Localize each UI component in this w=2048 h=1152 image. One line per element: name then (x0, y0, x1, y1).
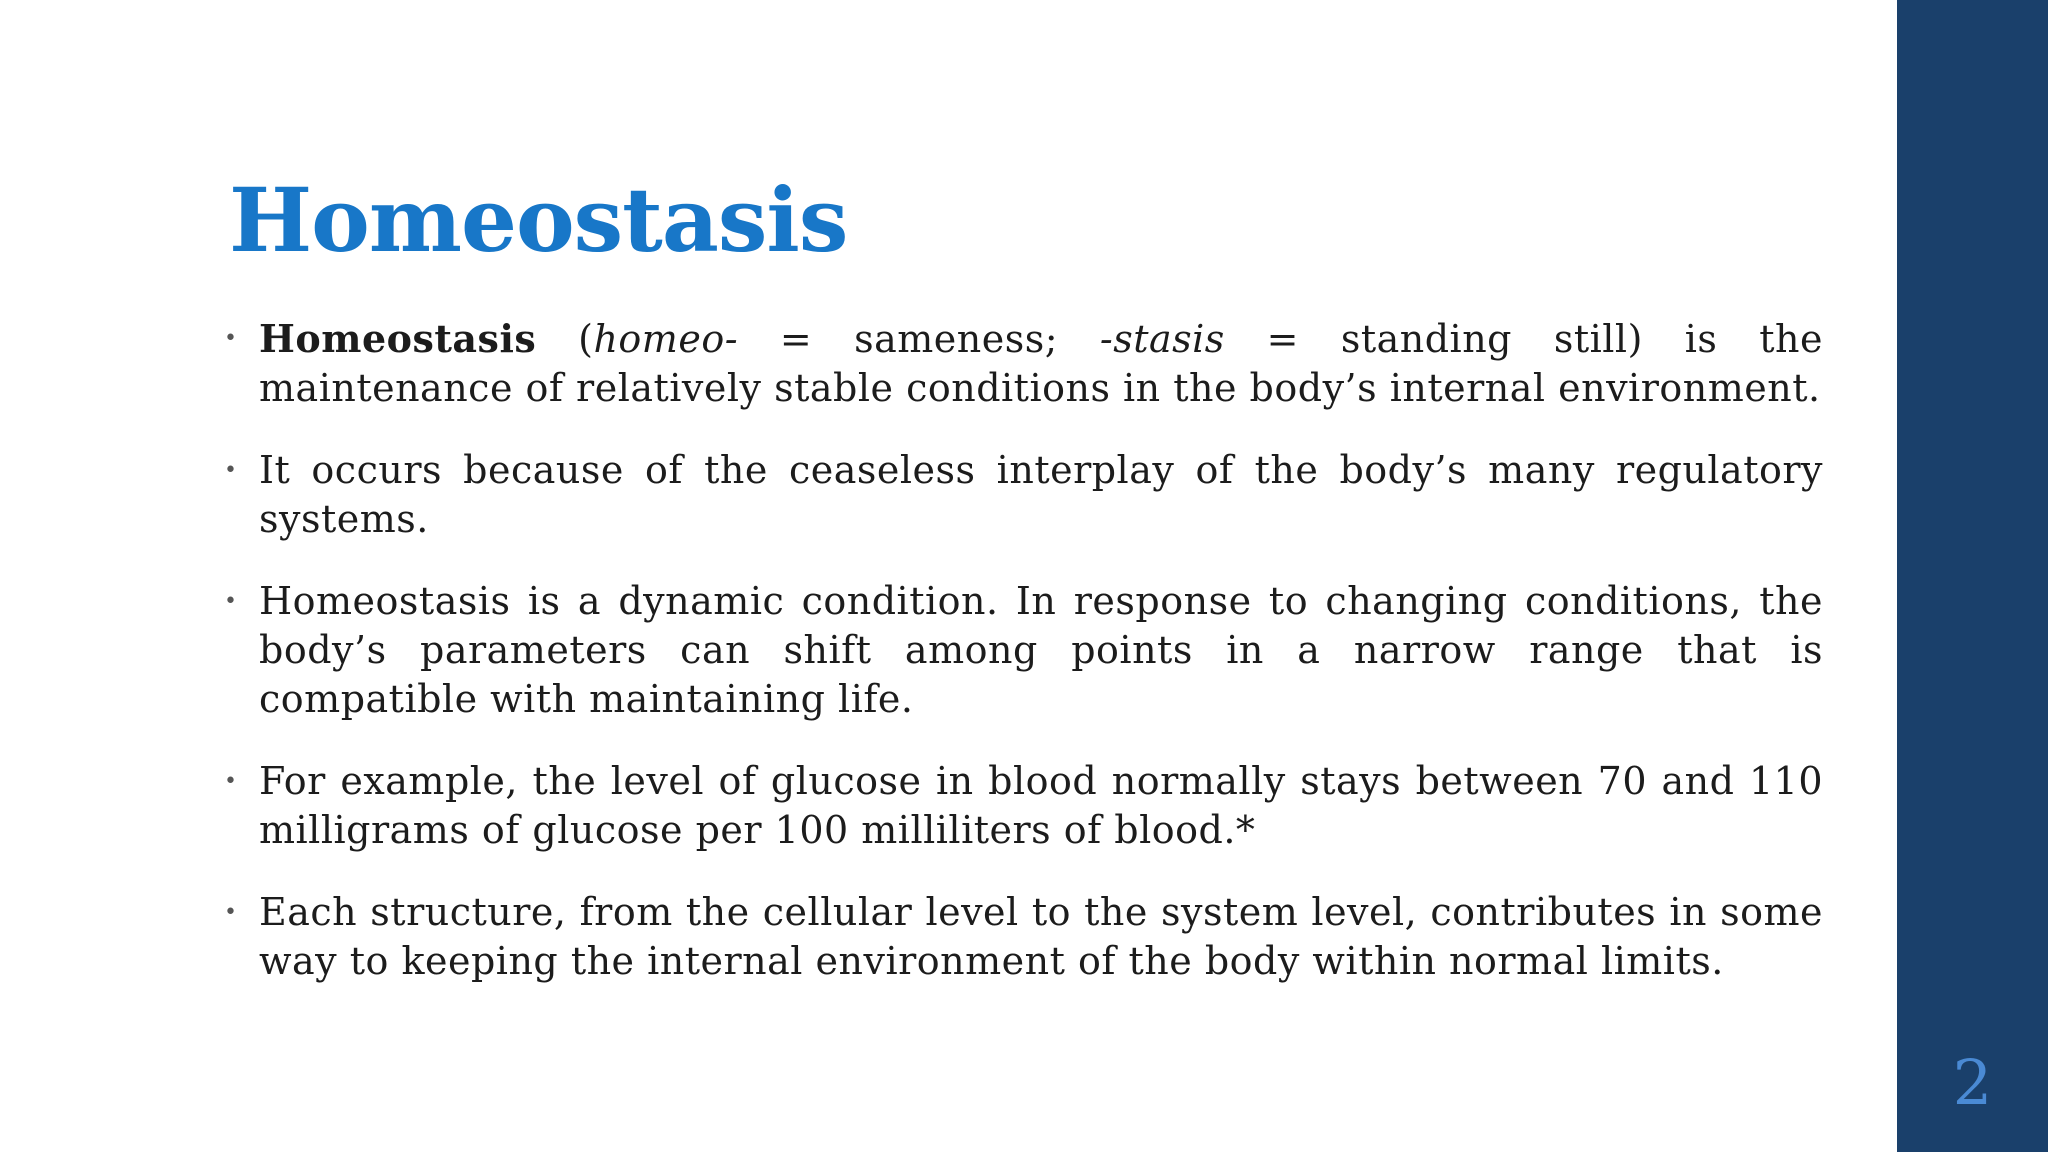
bullet-text: Homeostasis is a dynamic condition. In response to changing conditions, the body’s parameters can shift among points in a narrow range that is compatible with maintaining life. (259, 579, 1823, 721)
definition-text-part-2: = sameness; (738, 317, 1100, 361)
definition-text-part-3: = standing still) is the maintenance of relatively stable conditions in the body’s internal environment. (259, 317, 1823, 410)
defined-term: Homeostasis (259, 316, 537, 361)
bullet-item (222, 577, 1823, 724)
bullet-text: It occurs because of the ceaseless interplay of the body’s many regulatory systems. (259, 448, 1823, 541)
definition-text-part-1: ( (536, 317, 594, 361)
page-number: 2 (1952, 1046, 1993, 1119)
bullet-icon: • (224, 769, 238, 794)
etymology-prefix: homeo- (593, 317, 739, 361)
bullet-list (222, 314, 1823, 1019)
etymology-suffix: -stasis (1099, 317, 1225, 361)
bullet-icon: • (224, 589, 238, 614)
bullet-icon: • (224, 900, 238, 925)
bullet-item (222, 888, 1823, 986)
bullet-icon: • (224, 458, 238, 483)
bullet-text: For example, the level of glucose in blood normally stays between 70 and 110 milligrams of glucose per 100 milliliters of blood.* (259, 759, 1823, 852)
slide-title: Homeostasis (229, 168, 848, 272)
side-accent-bar (1897, 0, 2048, 1152)
bullet-text: Each structure, from the cellular level to the system level, contributes in some way to keeping the internal environment of the body within normal limits. (259, 890, 1823, 983)
bullet-item (222, 446, 1823, 544)
bullet-item (222, 757, 1823, 855)
bullet-icon: • (224, 326, 238, 351)
bullet-item-definition (222, 314, 1823, 413)
